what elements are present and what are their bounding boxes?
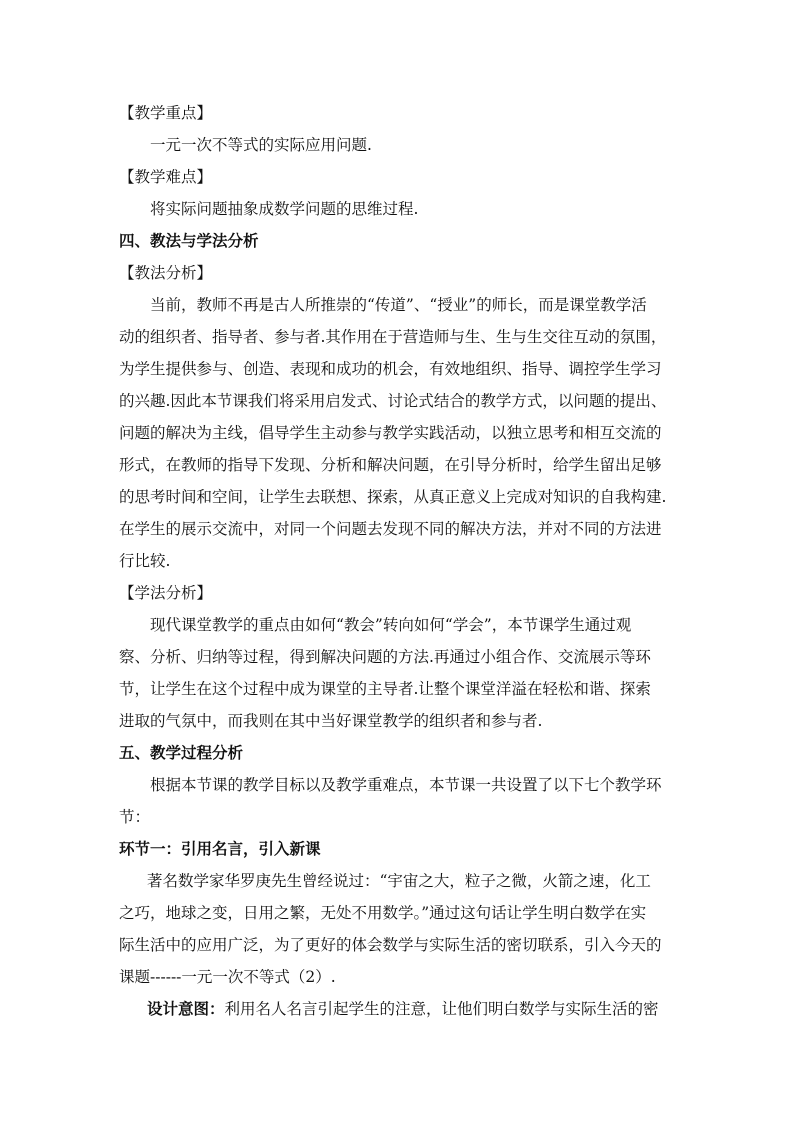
learning-method-paragraph: [119, 609, 679, 737]
teaching-method-heading: 【教法分析】: [119, 264, 213, 282]
paragraph-line: 行比较.: [119, 552, 171, 570]
difficulty-heading: 【教学难点】: [119, 168, 213, 186]
paragraph-line: 为学生提供参与、创造、表现和成功的机会，有效地组织、指导、调控学生学习: [119, 360, 662, 378]
document-body: [119, 97, 679, 1025]
paragraph-line: 之巧，地球之变，日用之繁，无处不用数学。”通过这句话让学生明白数学在实: [119, 904, 647, 922]
paragraph-line: 现代课堂教学的重点由如何“教会”转向如何“学会”，本节课学生通过观: [150, 616, 632, 634]
step-1-paragraph: [119, 865, 679, 993]
design-intent-text: 利用名人名言引起学生的注意，让他们明白数学与实际生活的密: [224, 1000, 659, 1018]
paragraph-line: 的兴趣.因此本节课我们将采用启发式、讨论式结合的教学方式，以问题的提出、: [119, 392, 667, 410]
paragraph-line: 著名数学家华罗庚先生曾经说过：“宇宙之大，粒子之微，火箭之速，化工: [147, 872, 651, 890]
paragraph-line: 的思考时间和空间，让学生去联想、探索，从真正意义上完成对知识的自我构建.: [119, 488, 667, 506]
teaching-method-paragraph: [119, 289, 679, 577]
paragraph-line: 际生活中的应用广泛，为了更好的体会数学与实际生活的密切联系，引入今天的: [119, 936, 662, 954]
section-5-title: 五、教学过程分析: [119, 744, 244, 762]
step-1-title: 环节一：引用名言，引入新课: [119, 840, 321, 858]
paragraph-line: 进取的气氛中，而我则在其中当好课堂教学的组织者和参与者.: [119, 712, 543, 730]
paragraph-line: 在学生的展示交流中，对同一个问题去发现不同的解决方法，并对不同的方法进: [119, 520, 662, 538]
key-point-heading: 【教学重点】: [119, 104, 213, 122]
paragraph-line: 节，让学生在这个过程中成为课堂的主导者.让整个课堂洋溢在轻松和谐、探索: [119, 680, 651, 698]
paragraph-line: 节：: [119, 808, 151, 826]
design-intent-line: [119, 993, 679, 1025]
process-intro-paragraph: [119, 769, 679, 833]
paragraph-line: 问题的解决为主线，倡导学生主动参与教学实践活动，以独立思考和相互交流的: [119, 424, 662, 442]
paragraph-line: 课题------一元一次不等式（2）.: [119, 968, 336, 986]
learning-method-heading: 【学法分析】: [119, 584, 213, 602]
section-4-title: 四、教法与学法分析: [119, 232, 259, 250]
paragraph-line: 动的组织者、指导者、参与者.其作用在于营造师与生、生与生交往互动的氛围，: [119, 328, 667, 346]
difficulty-text: 将实际问题抽象成数学问题的思维过程.: [150, 200, 419, 218]
paragraph-line: 根据本节课的教学目标以及教学重难点，本节课一共设置了以下七个教学环: [150, 776, 662, 794]
design-intent-label: 设计意图：: [147, 1000, 225, 1018]
paragraph-line: 形式，在教师的指导下发现、分析和解决问题，在引导分析时，给学生留出足够: [119, 456, 662, 474]
paragraph-line: 当前，教师不再是古人所推崇的“传道”、“授业”的师长，而是课堂教学活: [150, 296, 647, 314]
key-point-text: 一元一次不等式的实际应用问题.: [150, 136, 372, 154]
paragraph-line: 察、分析、归纳等过程，得到解决问题的方法.再通过小组合作、交流展示等环: [119, 648, 651, 666]
